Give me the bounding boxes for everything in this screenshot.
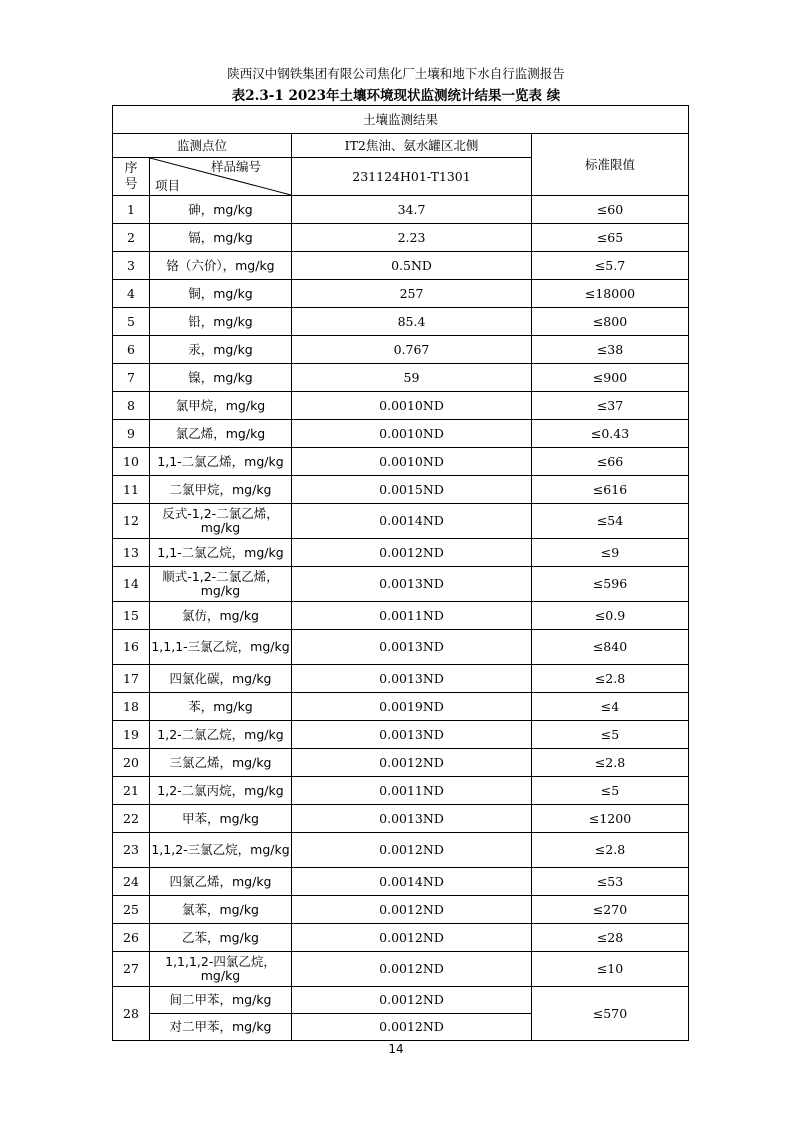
row-limit: ≤60 [532,196,689,224]
row-number: 6 [113,336,150,364]
table-row [113,280,689,308]
row-value: 0.0019ND [292,693,532,721]
table-row [113,693,689,721]
row-value: 0.0010ND [292,448,532,476]
table-row [113,749,689,777]
row-limit: ≤54 [532,504,689,539]
table-row [113,721,689,749]
row-value: 0.0015ND [292,476,532,504]
row-item: 甲苯，mg/kg [150,805,292,833]
row-limit: ≤900 [532,364,689,392]
table-row [113,987,689,1014]
row-limit: ≤2.8 [532,665,689,693]
table-row [113,665,689,693]
row-item: 氯甲烷，mg/kg [150,392,292,420]
row-item: 顺式-1,2-二氯乙烯，mg/kg [150,567,292,602]
row-number: 8 [113,392,150,420]
row-item: 氯仿，mg/kg [150,602,292,630]
table-row [113,448,689,476]
row-number: 26 [113,924,150,952]
row-value: 0.0013ND [292,665,532,693]
monitoring-point-row [113,134,689,158]
row-number: 1 [113,196,150,224]
row-item: 四氯化碳，mg/kg [150,665,292,693]
table-row [113,392,689,420]
row-limit: ≤2.8 [532,833,689,868]
row-item: 氯乙烯，mg/kg [150,420,292,448]
row-item: 三氯乙烯，mg/kg [150,749,292,777]
row-item: 氯苯，mg/kg [150,896,292,924]
monitoring-point-label: 监测点位 [113,134,292,158]
row-value: 85.4 [292,308,532,336]
table-row [113,924,689,952]
row-limit: ≤65 [532,224,689,252]
row-item: 1,2-二氯丙烷，mg/kg [150,777,292,805]
row-number: 21 [113,777,150,805]
row-value: 0.0010ND [292,392,532,420]
row-value: 0.0012ND [292,924,532,952]
row-limit: ≤0.43 [532,420,689,448]
row-number: 27 [113,952,150,987]
row-item: 四氯乙烯，mg/kg [150,868,292,896]
section-title-row [113,106,689,134]
row-value: 34.7 [292,196,532,224]
row-number: 24 [113,868,150,896]
sample-id-label: 样品编号 [210,159,261,174]
row-item: 1,1,1-三氯乙烷，mg/kg [150,630,292,665]
row-value: 0.0013ND [292,630,532,665]
row-item: 乙苯，mg/kg [150,924,292,952]
table-body [113,106,689,1041]
row-limit: ≤2.8 [532,749,689,777]
row-number: 3 [113,252,150,280]
row-value: 0.0012ND [292,896,532,924]
row-value: 0.0012ND [292,749,532,777]
table-row [113,224,689,252]
row-item: 1,1,2-三氯乙烷，mg/kg [150,833,292,868]
section-title: 土壤监测结果 [113,106,689,134]
row-number: 22 [113,805,150,833]
row-item: 镉，mg/kg [150,224,292,252]
row-number: 5 [113,308,150,336]
row-value: 0.0012ND [292,987,532,1014]
row-item: 铅，mg/kg [150,308,292,336]
row-value: 0.0014ND [292,504,532,539]
monitoring-point-value: IT2焦油、氨水罐区北侧 [292,134,532,158]
row-limit: ≤4 [532,693,689,721]
row-limit: ≤5 [532,721,689,749]
table-row [113,868,689,896]
row-item: 1,1-二氯乙烯，mg/kg [150,448,292,476]
row-number: 20 [113,749,150,777]
row-value: 0.0012ND [292,952,532,987]
row-item: 反式-1,2-二氯乙烯，mg/kg [150,504,292,539]
table-row [113,567,689,602]
row-number: 7 [113,364,150,392]
row-number: 19 [113,721,150,749]
row-limit: ≤840 [532,630,689,665]
row-item: 汞，mg/kg [150,336,292,364]
row-limit: ≤38 [532,336,689,364]
row-limit: ≤9 [532,539,689,567]
row-value: 0.0014ND [292,868,532,896]
page-number: 14 [388,1042,404,1056]
row-item: 二氯甲烷，mg/kg [150,476,292,504]
seq-header-label: 序 号 [124,160,138,192]
table-row [113,539,689,567]
row-item: 间二甲苯，mg/kg [150,987,292,1014]
table-row [113,805,689,833]
row-limit: ≤66 [532,448,689,476]
row-value: 257 [292,280,532,308]
row-value: 0.0011ND [292,602,532,630]
seq-header [113,158,150,196]
row-item: 1,2-二氯乙烷，mg/kg [150,721,292,749]
table-row [113,476,689,504]
row-value: 0.5ND [292,252,532,280]
table-row [113,602,689,630]
row-limit: ≤37 [532,392,689,420]
row-number: 25 [113,896,150,924]
row-limit: ≤10 [532,952,689,987]
row-value: 0.0013ND [292,805,532,833]
table-row [113,504,689,539]
row-item: 对二甲苯，mg/kg [150,1014,292,1041]
row-number: 23 [113,833,150,868]
table-row [113,196,689,224]
row-limit: ≤28 [532,924,689,952]
table-title: 表2.3-1 2023年土壤环境现状监测统计结果一览表 续 [231,88,561,104]
diagonal-header-cell [150,158,292,196]
table-row [113,308,689,336]
standard-limit-header: 标准限值 [532,134,689,196]
row-limit: ≤53 [532,868,689,896]
row-limit: ≤270 [532,896,689,924]
row-number: 28 [113,987,150,1041]
row-item: 铬（六价），mg/kg [150,252,292,280]
table-row [113,252,689,280]
row-value: 0.0012ND [292,1014,532,1041]
row-number: 10 [113,448,150,476]
row-limit: ≤800 [532,308,689,336]
table-row [113,420,689,448]
row-number: 2 [113,224,150,252]
row-number: 4 [113,280,150,308]
row-number: 11 [113,476,150,504]
row-number: 16 [113,630,150,665]
sample-id-value: 231124H01-T1301 [292,158,532,196]
row-item: 苯，mg/kg [150,693,292,721]
row-limit: ≤5 [532,777,689,805]
row-limit: ≤18000 [532,280,689,308]
row-number: 15 [113,602,150,630]
row-number: 18 [113,693,150,721]
table-row [113,777,689,805]
row-number: 14 [113,567,150,602]
row-value: 2.23 [292,224,532,252]
row-item: 铜，mg/kg [150,280,292,308]
item-label: 项目 [155,178,181,193]
row-number: 17 [113,665,150,693]
row-item: 镍，mg/kg [150,364,292,392]
row-value: 0.0010ND [292,420,532,448]
table-row [113,833,689,868]
table-row [113,630,689,665]
row-number: 13 [113,539,150,567]
row-item: 1,1-二氯乙烷，mg/kg [150,539,292,567]
row-limit: ≤596 [532,567,689,602]
row-value: 59 [292,364,532,392]
row-value: 0.0013ND [292,567,532,602]
table-row [113,896,689,924]
row-value: 0.0013ND [292,721,532,749]
row-item: 1,1,1,2-四氯乙烷，mg/kg [150,952,292,987]
row-value: 0.0012ND [292,833,532,868]
report-header: 陕西汉中钢铁集团有限公司焦化厂土壤和地下水自行监测报告 [227,66,565,81]
row-value: 0.0012ND [292,539,532,567]
row-limit: ≤0.9 [532,602,689,630]
table-row [113,952,689,987]
row-number: 12 [113,504,150,539]
row-limit: ≤570 [532,987,689,1041]
row-number: 9 [113,420,150,448]
table-row [113,364,689,392]
row-value: 0.767 [292,336,532,364]
row-item: 砷，mg/kg [150,196,292,224]
row-limit: ≤616 [532,476,689,504]
soil-monitoring-table [112,105,689,1041]
row-value: 0.0011ND [292,777,532,805]
row-limit: ≤5.7 [532,252,689,280]
table-row [113,336,689,364]
row-limit: ≤1200 [532,805,689,833]
